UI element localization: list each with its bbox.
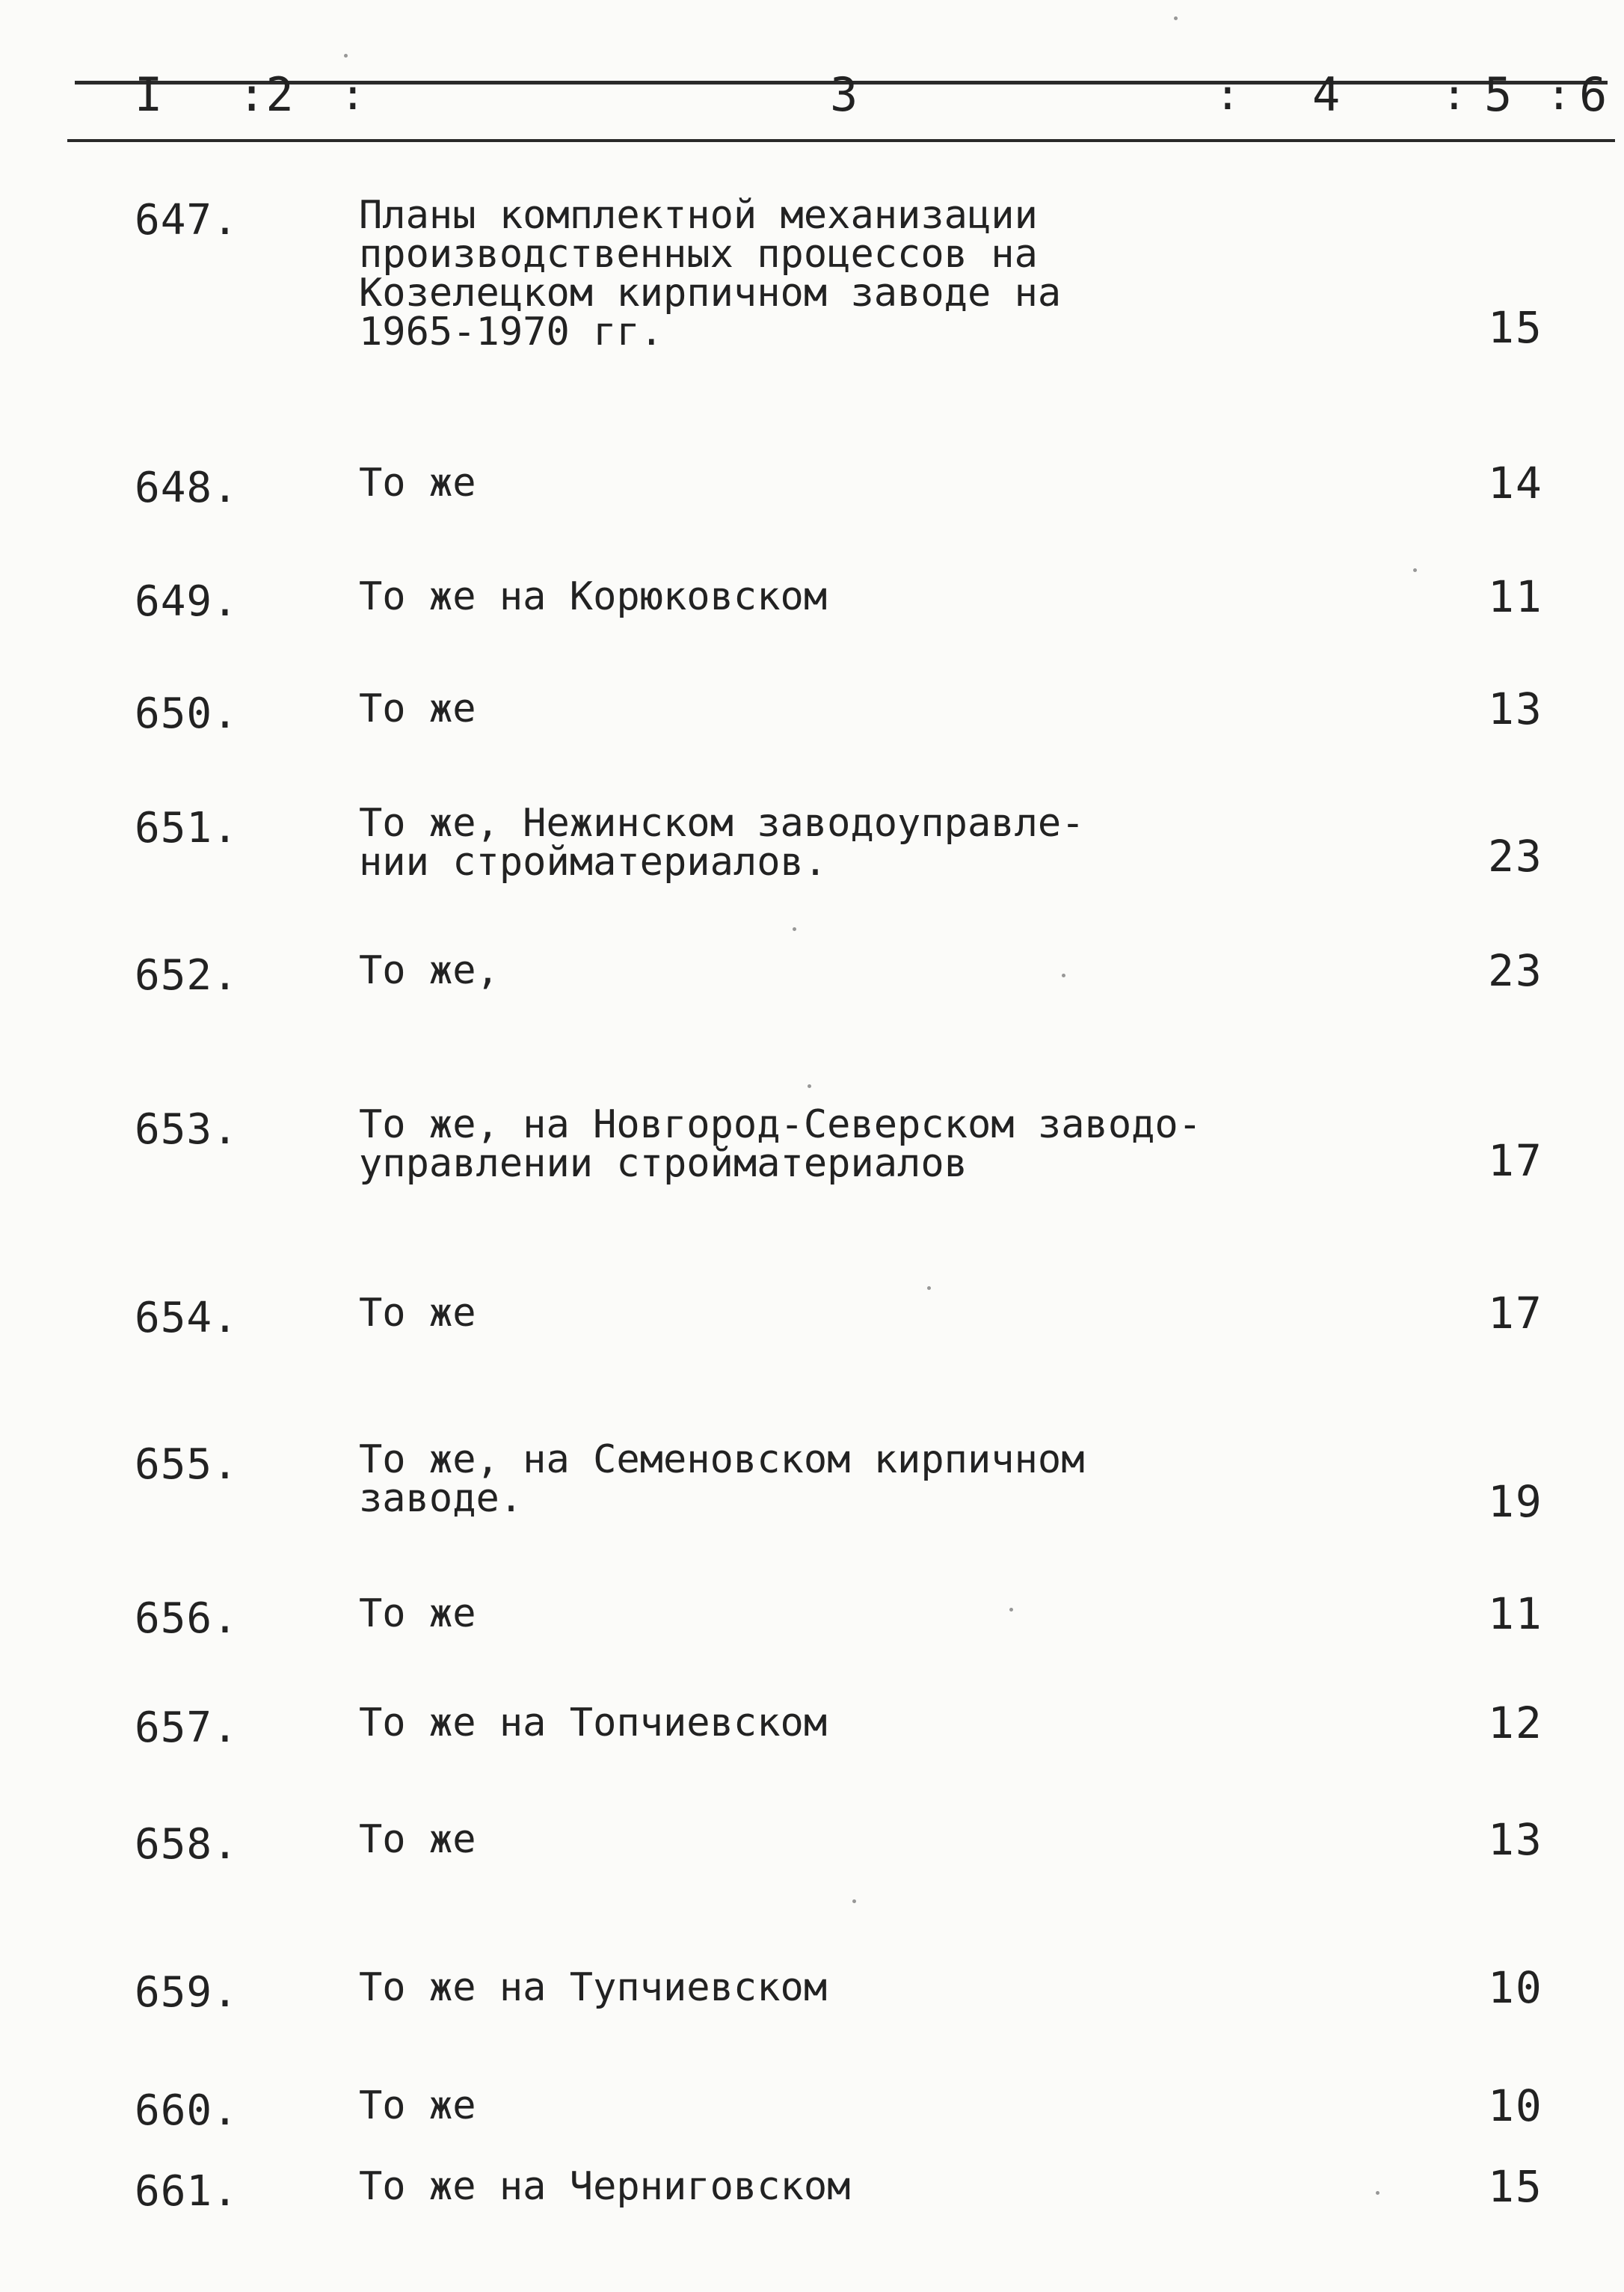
item-description: То же: [359, 1817, 476, 1862]
item-description: То же: [359, 2083, 476, 2128]
sheet-count: 10: [1488, 2080, 1543, 2131]
sheet-count: 11: [1488, 1588, 1543, 1639]
sheet-count: 19: [1488, 1476, 1543, 1527]
item-description: То же, на Новгород-Северском заводо- управлении стройматериалов: [359, 1102, 1202, 1186]
item-number: 657.: [135, 1703, 239, 1752]
item-number: 660.: [135, 2086, 239, 2135]
sheet-count: 15: [1488, 2161, 1543, 2212]
sheet-count: 23: [1488, 945, 1543, 996]
sheet-count: 13: [1488, 1814, 1543, 1865]
sheet-count: 17: [1488, 1135, 1543, 1186]
scan-speck: [1174, 16, 1178, 20]
header-col-1: I: [135, 67, 163, 122]
item-number: 648.: [135, 464, 239, 512]
scan-speck: [1009, 1608, 1013, 1612]
sheet-count: 14: [1488, 458, 1543, 509]
header-separator: :: [1546, 71, 1572, 120]
item-description: То же на Черниговском: [359, 2164, 851, 2209]
header-separator: :: [1442, 71, 1467, 120]
item-number: 650.: [135, 689, 239, 738]
item-description: То же: [359, 1291, 476, 1336]
item-description: То же: [359, 461, 476, 506]
item-number: 649.: [135, 577, 239, 626]
header-separator: :: [1215, 71, 1240, 120]
scan-speck: [1413, 568, 1417, 572]
sheet-count: 10: [1488, 1962, 1543, 2013]
sheet-count: 15: [1488, 302, 1543, 353]
header-separator: :: [340, 71, 366, 120]
sheet-count: 17: [1488, 1288, 1543, 1339]
item-number: 661.: [135, 2167, 239, 2216]
item-description: Планы комплектной механизации производственных процессов на Козелецком кирпичном заводе на 1965-1970 гг.: [359, 193, 1062, 354]
scan-speck: [852, 1899, 856, 1903]
item-number: 655.: [135, 1440, 239, 1489]
item-description: То же,: [359, 948, 499, 993]
scan-speck: [1062, 974, 1065, 977]
item-number: 659.: [135, 1968, 239, 2017]
item-description: То же: [359, 686, 476, 731]
header-col-4: 4: [1312, 67, 1341, 122]
item-number: 658.: [135, 1820, 239, 1869]
header-col-2: :2: [238, 67, 294, 122]
scan-speck: [793, 927, 796, 931]
item-description: То же на Тупчиевском: [359, 1965, 828, 2010]
item-number: 647.: [135, 196, 239, 245]
scan-speck: [927, 1286, 931, 1290]
scan-speck: [808, 1084, 811, 1088]
item-number: 652.: [135, 951, 239, 1000]
item-number: 653.: [135, 1105, 239, 1154]
header-bottom-rule: [67, 139, 1615, 142]
item-description: То же на Корюковском: [359, 574, 828, 619]
item-description: То же, Нежинском заводоуправле- нии стройматериалов.: [359, 801, 1085, 885]
sheet-count: 11: [1488, 571, 1543, 622]
scan-speck: [344, 54, 348, 58]
item-description: То же, на Семеновском кирпичном заводе.: [359, 1437, 1085, 1521]
item-number: 651.: [135, 804, 239, 852]
sheet-count: 23: [1488, 831, 1543, 882]
item-number: 656.: [135, 1594, 239, 1643]
item-number: 654.: [135, 1294, 239, 1342]
scan-speck: [1376, 2191, 1380, 2195]
item-description: То же: [359, 1591, 476, 1636]
sheet-count: 12: [1488, 1698, 1543, 1748]
header-col-5: 5: [1484, 67, 1513, 122]
header-col-6: 6: [1579, 67, 1608, 122]
sheet-count: 13: [1488, 683, 1543, 734]
header-col-3: 3: [830, 67, 858, 122]
item-description: То же на Топчиевском: [359, 1700, 828, 1745]
